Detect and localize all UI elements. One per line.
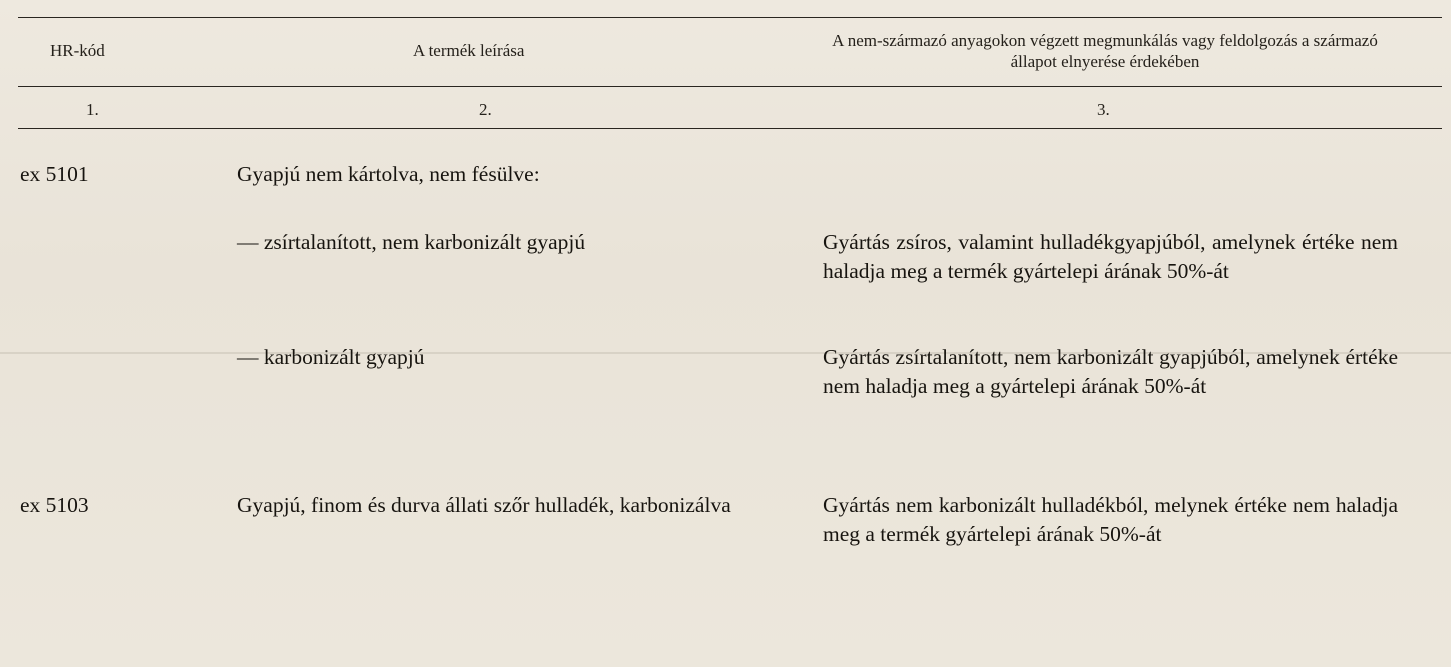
header-processing-work: A nem-származó anyagokon végzett megmunkálás vagy feldolgozás a származó állapot elnyerése érdekében: [832, 31, 1378, 71]
column-number-1: 1.: [86, 100, 99, 119]
column-number-2: 2.: [479, 100, 492, 119]
row-2-description: Gyapjú, finom és durva állati szőr hulladék, karbonizálva: [237, 493, 731, 517]
header-hr-code: HR-kód: [50, 41, 105, 60]
column-number-3: 3.: [1097, 100, 1110, 119]
header-product-description: A termék leírása: [413, 41, 525, 60]
row-1-subitem-2-description: — karbonizált gyapjú: [237, 345, 425, 369]
table-top-rule: [18, 17, 1442, 18]
column-number-rule: [18, 128, 1442, 129]
row-2-work: Gyártás nem karbonizált hulladékból, melynek értéke nem haladja meg a termék gyártelepi árának 50%-át: [823, 493, 1398, 546]
row-1-subitem-2-work: Gyártás zsírtalanított, nem karbonizált gyapjúból, amelynek értéke nem haladja meg a gyártelepi árának 50%-át: [823, 345, 1398, 398]
header-bottom-rule: [18, 86, 1442, 87]
row-1-description: Gyapjú nem kártolva, nem fésülve:: [237, 162, 540, 186]
row-1-code: ex 5101: [20, 162, 89, 186]
row-2-code: ex 5103: [20, 493, 89, 517]
row-1-subitem-1-description: — zsírtalanított, nem karbonizált gyapjú: [237, 230, 586, 254]
row-1-subitem-1-work: Gyártás zsíros, valamint hulladékgyapjúból, amelynek értéke nem haladja meg a termék gyártelepi árának 50%-át: [823, 230, 1398, 283]
